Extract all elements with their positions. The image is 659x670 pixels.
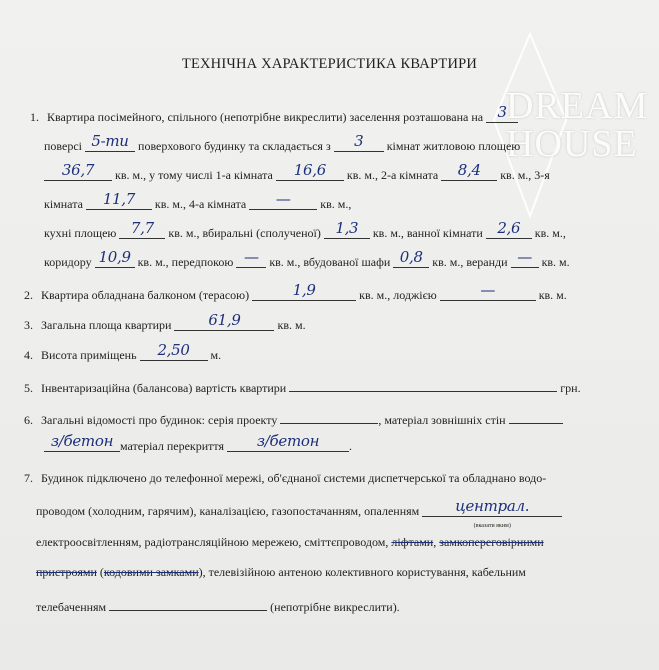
walls-value: з/бетон bbox=[50, 432, 114, 450]
room1-label: кв. м., у тому числі 1-а кімната bbox=[115, 168, 273, 182]
total-area-label: Загальна площа квартири bbox=[41, 318, 172, 332]
room1-value: 16,6 bbox=[293, 161, 326, 179]
lifts-struck: ліфтами bbox=[391, 535, 434, 549]
item6-line1 bbox=[24, 409, 563, 428]
item1-number: 1. bbox=[30, 110, 39, 124]
room2-value: 8,4 bbox=[457, 161, 481, 179]
floors-material-value: з/бетон bbox=[256, 432, 320, 450]
item7-number: 7. bbox=[24, 471, 33, 485]
item7-line2 bbox=[36, 497, 562, 529]
loggia-label: кв. м., лоджією bbox=[359, 288, 437, 302]
item1-line6 bbox=[44, 248, 570, 270]
veranda-value: — bbox=[517, 248, 532, 266]
lifts-comma: , bbox=[433, 535, 437, 549]
rooms-label: поверхового будинку та складається з bbox=[138, 139, 331, 153]
item3-line bbox=[24, 311, 306, 333]
item1-line2 bbox=[44, 132, 521, 154]
bath-value: 2,6 bbox=[497, 219, 521, 237]
item7-line5 bbox=[36, 596, 400, 615]
walls-label: , матеріал зовнішніх стін bbox=[378, 413, 506, 427]
hall-label: кв. м., передпокою bbox=[137, 255, 234, 269]
height-value: 2,50 bbox=[157, 341, 190, 359]
cable-tv-blank bbox=[109, 596, 267, 611]
balcony-value: 1,9 bbox=[292, 281, 316, 299]
item1-line3 bbox=[44, 161, 550, 183]
item7-text-d: ), телевізійною антеною колективного користування, кабельним bbox=[198, 565, 526, 579]
total-area-unit: кв. м. bbox=[277, 318, 306, 332]
watermark-line2: HOUSE bbox=[506, 123, 638, 165]
closet-label: кв. м., вбудованої шафи bbox=[269, 255, 391, 269]
project-series-blank bbox=[280, 409, 378, 424]
item4-number: 4. bbox=[24, 348, 33, 362]
bath-label: кв. м., ванної кімнати bbox=[372, 226, 483, 240]
kitchen-label: кухні площею bbox=[44, 226, 117, 240]
room4-unit: кв. м., bbox=[320, 197, 352, 211]
item3-number: 3. bbox=[24, 318, 33, 332]
room3-label-start: кв. м., 3-я bbox=[500, 168, 550, 182]
cable-tv-label: телебаченням bbox=[36, 600, 107, 614]
item6-period: . bbox=[349, 439, 353, 453]
inventory-value-label: Інвентаризаційна (балансова) вартість квартири bbox=[41, 381, 287, 395]
floor-value: 3 bbox=[497, 103, 507, 121]
corridor-label: коридору bbox=[44, 255, 92, 269]
bath-unit: кв. м., bbox=[534, 226, 566, 240]
inventory-value-blank bbox=[289, 377, 557, 392]
strike-note: (непотрібне викреслити). bbox=[270, 600, 400, 614]
intercom-struck: замкопереговірними bbox=[439, 535, 544, 549]
floor-label: поверсі bbox=[44, 139, 83, 153]
toilet-value: 1,3 bbox=[335, 219, 359, 237]
devices-struck: пристроями bbox=[36, 565, 97, 579]
living-area-value: 36,7 bbox=[61, 161, 95, 179]
height-unit: м. bbox=[210, 348, 222, 362]
walls-blank bbox=[509, 409, 563, 424]
code-locks-struck: кодовими замками bbox=[103, 565, 199, 579]
item1-line4 bbox=[44, 190, 352, 212]
corridor-value: 10,9 bbox=[98, 248, 131, 266]
inventory-value-unit: грн. bbox=[560, 381, 581, 395]
document-title: ТЕХНІЧНА ХАРАКТЕРИСТИКА КВАРТИРИ bbox=[181, 56, 478, 72]
item4-line bbox=[24, 341, 222, 363]
item5-number: 5. bbox=[24, 381, 33, 395]
loggia-unit: кв. м. bbox=[538, 288, 567, 302]
veranda-label: кв. м., веранди bbox=[432, 255, 508, 269]
paren-open: ( bbox=[99, 565, 104, 579]
total-area-value: 61,9 bbox=[208, 311, 241, 329]
heating-value: централ. bbox=[455, 497, 530, 515]
room4-value: — bbox=[275, 190, 291, 208]
watermark-line1: DREAM bbox=[506, 85, 649, 127]
closet-value: 0,8 bbox=[399, 248, 423, 266]
item7-line4 bbox=[36, 564, 526, 580]
storeys-value: 5-ти bbox=[91, 132, 129, 150]
item5-line bbox=[24, 377, 581, 396]
item2-number: 2. bbox=[24, 288, 33, 302]
height-label: Висота приміщень bbox=[41, 348, 137, 362]
item2-line bbox=[24, 281, 567, 303]
rooms-value: 3 bbox=[354, 132, 364, 150]
balcony-label: Квартира обладнана балконом (терасою) bbox=[41, 288, 250, 302]
item7-line1 bbox=[24, 470, 546, 486]
item6-number: 6. bbox=[24, 413, 33, 427]
hall-value: — bbox=[243, 248, 259, 266]
loggia-value: — bbox=[480, 281, 496, 299]
floors-material-label: матеріал перекриття bbox=[120, 439, 225, 453]
item1-text-a: Квартира посімейного, спільного (непотрібне викреслити) заселення розташована на bbox=[47, 110, 484, 124]
room3-label-end: кімната bbox=[44, 197, 83, 211]
living-area-label: кімнат житловою площею bbox=[386, 139, 521, 153]
project-series-label: Загальні відомості про будинок: серія проекту bbox=[41, 413, 278, 427]
room2-label: кв. м., 2-а кімната bbox=[346, 168, 439, 182]
item7-line3 bbox=[36, 534, 544, 550]
item7-text-b: проводом (холодним, гарячим), каналізацією, газопостачанням, опаленням bbox=[36, 504, 420, 518]
item6-line2 bbox=[44, 432, 353, 454]
item7-text-c: електроосвітленням, радіотрансляційною мережею, сміттєпроводом, bbox=[36, 535, 389, 549]
item1-line1 bbox=[30, 103, 518, 125]
veranda-unit: кв. м. bbox=[541, 255, 570, 269]
item7-text-a: Будинок підключено до телефонної мережі, об'єднаної системи диспетчерської та обладнано водо- bbox=[41, 471, 547, 485]
item1-line5 bbox=[44, 219, 566, 241]
kitchen-value: 7,7 bbox=[130, 219, 154, 237]
heating-note: (вказати яким) bbox=[473, 523, 511, 529]
toilet-label: кв. м., вбиральні (сполученої) bbox=[168, 226, 321, 240]
room4-label: кв. м., 4-а кімната bbox=[154, 197, 247, 211]
room3-value: 11,7 bbox=[102, 190, 136, 208]
